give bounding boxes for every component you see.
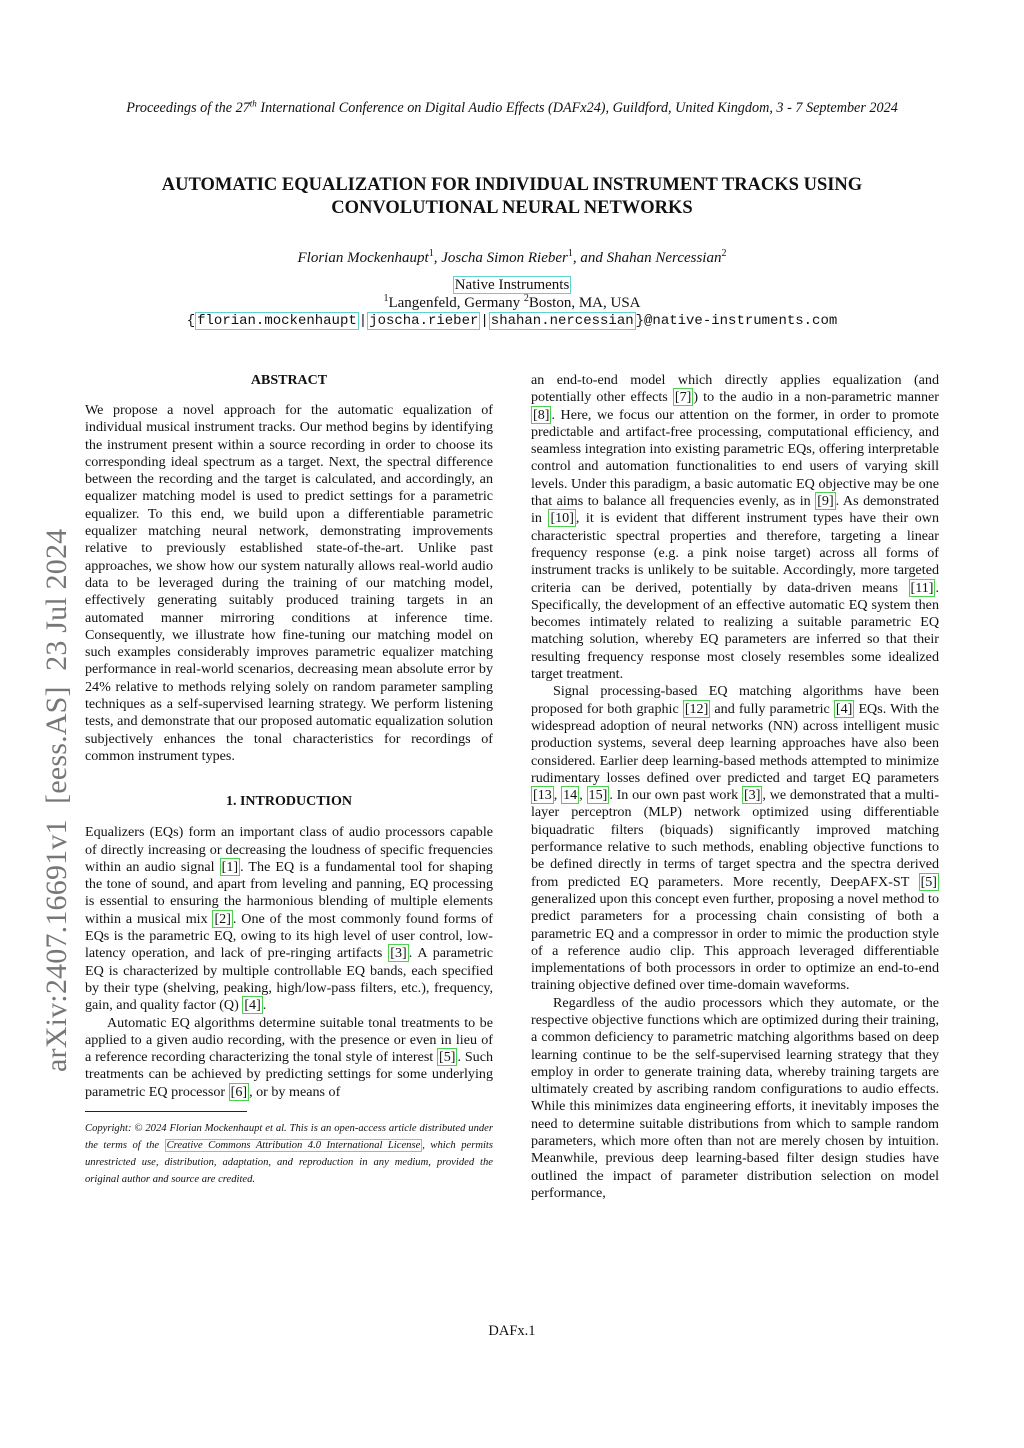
footnote-divider: [85, 1111, 247, 1112]
copyright-footnote: Copyright: © 2024 Florian Mockenhaupt et al. This is an open-access article distributed under the terms of the Creative Commons Attribution 4.0 International License , which permits unrestricted use, distribution, adaptation, and reproduction in any medium, provided the original author and source are credited.: [85, 1122, 493, 1185]
abstract-heading: ABSTRACT: [250, 373, 328, 388]
arxiv-stamp: arXiv:2407.16691v1 [eess.AS] 23 Jul 2024: [40, 528, 73, 1072]
author-name: Shahan Nercessian: [606, 250, 722, 266]
intro-paragraph: Automatic EQ algorithms determine suitable tonal treatments to be applied to a given audio recording, with the presence or even in lieu of a reference recording characterizing the tonal style of interest [5] . Such treatments can be achieved by predicting settings for some underlying parametric EQ processor [6] , or by means of: [85, 1014, 494, 1100]
citation-link[interactable]: [3]: [390, 945, 407, 962]
citation-link[interactable]: [6]: [230, 1083, 248, 1100]
email-link[interactable]: shahan.nercessian: [490, 313, 634, 329]
citation-link[interactable]: [10]: [550, 510, 574, 527]
citation-link[interactable]: [9]: [817, 493, 834, 510]
citation-link[interactable]: [1]: [221, 858, 239, 875]
author-name: Joscha Simon Rieber: [441, 250, 568, 266]
abstract-text: We propose a novel approach for the automatic equalization of individual musical instrument tracks. Our method begins by identifying the instrument present within a source recording in order to choose its corresponding ideal spectrum as a target. Next, the spectral difference between the recording and the target is calculated, and accordingly, an equalizer matching model is used to predict settings for a parametric equalizer. To this end, we build upon a differentiable parametric equalizer matching neural network, demonstrating improvements relative to previously established state-of-the-art. Unlike past approaches, we show how our system naturally allows real-world audio data to be leveraged during the training of our matching model, effectively generating suitably produced training targets in an automated manner mirroring conditions at inference time. Consequently, we illustrate how fine-tuning our matching model on such examples considerably improves parametric equalizer matching performance in real-world scenarios, decreasing mean absolute error by 24% relative to methods relying solely on random parameter sampling techniques as a self-supervised learning strategy. We perform listening tests, and demonstrate that our proposed automatic equalization solution subjectively enhances the tonal characteristics for recordings of common instrument types.: [85, 402, 493, 764]
intro-paragraph: Equalizers (EQs) form an important class of audio processors capable of directly increasing or decreasing the loudness of specific frequencies within an audio signal [1] . The EQ is a fundamental tool for shaping the tone of sound, and apart from leveling and panning, EQ processing is essential to ensuring the harmonious blending of multiple elements within a musical mix [2] . One of the most commonly found forms of EQs is the parametric EQ, owing to its high level of user control, low-latency operation, and lack of pre-ringing artifacts [3] . A parametric EQ is characterized by multiple controllable EQ bands, each specified by their type (shelving, peaking, high/low-pass filters, etc.), frequency, gain, and quality factor (Q) [4] .: [85, 824, 493, 1014]
email-link[interactable]: joscha.rieber: [369, 313, 479, 329]
citation-link[interactable]: [7]: [674, 389, 692, 406]
citation-link[interactable]: 15]: [588, 787, 608, 804]
proceedings-header: Proceedings of the 27th International Conference on Digital Audio Effects (DAFx24), Guildford, United Kingdom, 3 - 7 September 2024: [126, 98, 898, 116]
citation-link[interactable]: [4]: [244, 997, 261, 1014]
citation-link[interactable]: [4]: [835, 700, 853, 717]
introduction-heading: 1. INTRODUCTION: [225, 794, 352, 810]
author-list: Florian Mockenhaupt$^1$, Joscha Simon Rieber$^1$, and Shahan Nercessian$^2$: [297, 248, 727, 266]
citation-link[interactable]: [12]: [684, 700, 709, 717]
author-name: Florian Mockenhaupt: [297, 250, 429, 266]
locations: $^1$Langenfeld, Germany $^2$Boston, MA, USA: [383, 293, 641, 311]
body-paragraph: Regardless of the audio processors which they automate, or the respective objective functions which are optimized during their training, a common deficiency to parametric matching algorithms based on deep learning continue to be the self-supervised learning strategy that they employ in order to generate training data, whereby training targets are ultimately created by ascribing random configurations to audio effects. While this minimizes data engineering efforts, it inevitably imposes the need to determine suitable distributions from which to sample random parameters, which more often than not are merely chosen by intuition. Meanwhile, previous deep learning-based filter design studies have outlined the impact of parameter distribution selection on model performance,: [531, 994, 939, 1201]
organization-link[interactable]: Native Instruments: [454, 277, 570, 293]
left-column: [85, 372, 493, 1188]
body-paragraph: Signal processing-based EQ matching algorithms have been proposed for both graphic [12] and fully parametric [4] EQs. With the widespread adoption of neural networks (NN) across intelligent music production systems, several deep learning approaches have also been considered. Earlier deep learning-based methods attempted to minimize rudimentary losses defined over predicted and target EQ parameters [13 , 14 , 15] . In our own past work [3] , we demonstrated that a multi-layer perceptron (MLP) network optimized using differentiable biquadratic filters (biquads) significantly improved matching performance relative to such methods, enabling objective functions to be defined directly in terms of target spectra and the spectra derived from predicted EQ parameters. More recently, DeepAFX-ST [5] generalized upon this concept even further, proposing a novel method to predict parameters for a processing chain consisting of both a parametric EQ and a compressor in order to mimic the production style of a reference audio clip. This approach leveraged differentiable implementations of both processors in order to optimize an end-to-end training objective defined over time-domain waveforms.: [531, 683, 940, 994]
email-link[interactable]: florian.mockenhaupt: [197, 313, 357, 329]
citation-link[interactable]: [5]: [439, 1049, 456, 1066]
citation-link[interactable]: [8]: [533, 406, 550, 423]
email-addresses: { florian.mockenhaupt | joscha.rieber | shahan.nercessian }@native-instruments.com: [186, 313, 838, 329]
body-paragraph: an end-to-end model which directly applies equalization (and potentially other effects [7] ) to the audio in a non-parametric manner [8] . Here, we focus our attention on the former, in order to promote predictable and artifact-free processing, computational efficiency, and seamless integration into existing parametric EQs, offering interpretable control and automation functionalities to end users of varying skill levels. Under this paradigm, a basic automatic EQ objective may be one that aims to balance all frequencies evenly, as in [9] . As demonstrated in [10] , it is evident that different instrument types have their own characteristic spectral properties and therefore, targeting a linear frequency response (e.g. a pink noise target) across all forms of instrument tracks is unlikely to be suitable. Accordingly, more targeted criteria can be derived, potentially by data-driven means [11] . Specifically, the development of an effective automatic EQ system then becomes intimately related to realizing a suitable parametric EQ matching solution, whereby EQ parameters are inferred so that their resulting frequency response most closely resembles some idealized target treatment.: [531, 372, 940, 683]
paper-title: AUTOMATIC EQUALIZATION FOR INDIVIDUAL INSTRUMENT TRACKS USING CONVOLUTIONAL NEURAL NETWORKS: [161, 175, 863, 218]
citation-link[interactable]: [3]: [743, 787, 761, 804]
affiliation-block: [60, 276, 964, 330]
citation-link[interactable]: [11]: [910, 579, 934, 596]
citation-link[interactable]: [5]: [920, 873, 937, 890]
page-number: DAFx.1: [488, 1323, 536, 1339]
citation-link[interactable]: 14: [563, 787, 578, 804]
citation-link[interactable]: [13: [533, 787, 552, 804]
right-column: [531, 372, 939, 1202]
citation-link[interactable]: [2]: [214, 910, 231, 927]
license-link[interactable]: Creative Commons Attribution 4.0 International License: [166, 1139, 421, 1151]
